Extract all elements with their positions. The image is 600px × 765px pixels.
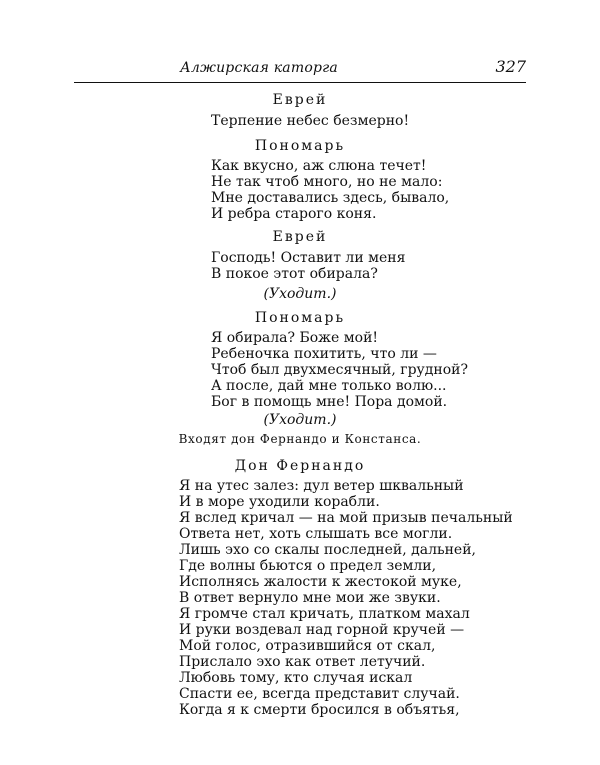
verse-line: Лишь эхо со скалы последней, дальней,	[179, 542, 476, 558]
verse-line: Прислало эхо как ответ летучий.	[179, 654, 426, 670]
speaker-name: Дон Фернандо	[234, 458, 366, 474]
verse-line: Исполнясь жалости к жестокой муке,	[179, 574, 462, 590]
header-rule	[74, 82, 526, 83]
verse-line: Ответа нет, хоть слышать все могли.	[179, 526, 453, 542]
verse-line: Мне доставались здесь, бывало,	[211, 190, 450, 206]
verse-line: Я обирала? Боже мой!	[211, 330, 379, 346]
verse-line: А после, дай мне только волю...	[211, 378, 447, 394]
speaker-name: Еврей	[272, 229, 328, 245]
running-head	[74, 57, 526, 80]
entrance-direction: Входят дон Фернандо и Констанса.	[178, 432, 422, 446]
verse-line: Я на утес залез: дул ветер шквальный	[179, 478, 464, 494]
verse-line: И руки воздевал над горной кручей —	[179, 622, 465, 638]
running-title: Алжирская каторга	[180, 60, 338, 76]
verse-line: Я вслед кричал — на мой призыв печальный	[179, 510, 513, 526]
verse-line: Мой голос, отразившийся от скал,	[179, 638, 436, 654]
verse-line: Господь! Оставит ли меня	[211, 250, 406, 266]
verse-line: Когда я к смерти бросился в объятья,	[179, 702, 460, 718]
verse-line: Не так чтоб много, но не мало:	[211, 174, 443, 190]
verse-line: Как вкусно, аж слюна течет!	[211, 158, 427, 174]
stage-direction: (Уходит.)	[263, 412, 337, 428]
stage-direction: (Уходит.)	[263, 286, 337, 302]
verse-line: Чтоб был двухмесячный, грудной?	[211, 362, 468, 378]
verse-line: Бог в помощь мне! Пора домой.	[211, 394, 448, 410]
verse-line: В ответ вернуло мне мои же звуки.	[179, 590, 441, 606]
speaker-name: Пономарь	[254, 310, 346, 326]
verse-line: И в море уходили корабли.	[179, 494, 380, 510]
speaker-name: Пономарь	[254, 138, 346, 154]
verse-line: Спасти ее, всегда представит случай.	[179, 686, 460, 702]
verse-line: Ребеночка похитить, что ли —	[211, 346, 437, 362]
verse-line: Терпение небес безмерно!	[211, 113, 410, 129]
verse-line: Любовь тому, кто случая искал	[179, 670, 413, 686]
page-number: 327	[495, 57, 526, 76]
verse-line: Где волны бьются о предел земли,	[179, 558, 437, 574]
verse-line: И ребра старого коня.	[211, 206, 377, 222]
verse-line: В покое этот обирала?	[211, 266, 378, 282]
verse-line: Я громче стал кричать, платком махал	[179, 606, 470, 622]
speaker-name: Еврей	[272, 92, 328, 108]
